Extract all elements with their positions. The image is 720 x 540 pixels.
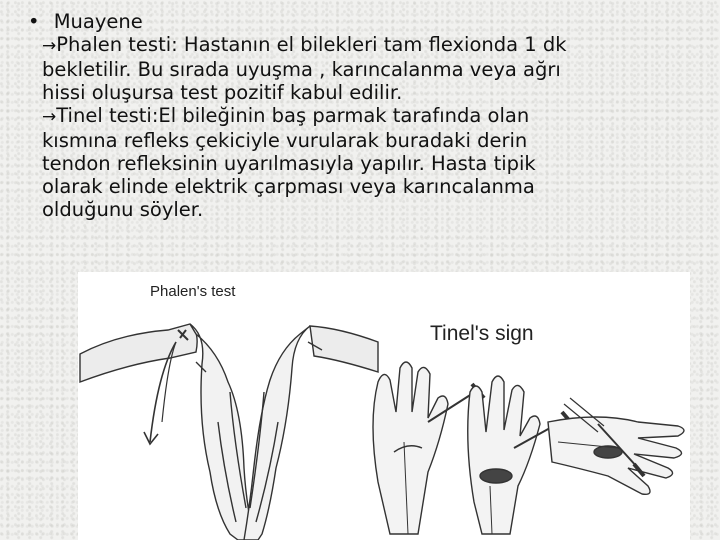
phalen-title: Phalen's test bbox=[150, 283, 236, 300]
phalen-text-1: Phalen testi: Hastanın el bilekleri tam flexionda 1 dk bbox=[56, 33, 567, 56]
bullet-icon: • bbox=[28, 10, 40, 33]
phalen-line-1 bbox=[42, 33, 712, 58]
phalen-line-2: bekletilir. Bu sırada uyuşma , karıncalanma veya ağrı bbox=[42, 58, 561, 81]
heading-line bbox=[28, 10, 712, 33]
tinel-illustration bbox=[373, 362, 684, 534]
phalen-line-3: hissi oluşursa test pozitif kabul edilir. bbox=[42, 81, 403, 104]
tinel-text-1: Tinel testi:El bileğinin baş parmak tarafında olan bbox=[56, 104, 530, 127]
illustration bbox=[78, 272, 690, 540]
slide-text bbox=[28, 10, 712, 221]
heading: Muayene bbox=[53, 10, 143, 33]
tinel-line-4: olarak elinde elektrik çarpması veya karıncalanma bbox=[42, 175, 535, 198]
figure-panel bbox=[78, 272, 690, 540]
arrow-right-icon: → bbox=[42, 107, 57, 127]
phalen-illustration bbox=[80, 324, 378, 540]
arrow-right-icon: → bbox=[42, 36, 57, 56]
tinel-line-3: tendon refleksinin uyarılmasıyla yapılır. Hasta tipik bbox=[42, 152, 536, 175]
tinel-title: Tinel's sign bbox=[430, 322, 534, 345]
tinel-line-1 bbox=[42, 104, 712, 129]
tinel-line-5: olduğunu söyler. bbox=[42, 198, 204, 221]
tinel-line-2: kısmına refleks çekiciyle vurularak buradaki derin bbox=[42, 129, 528, 152]
